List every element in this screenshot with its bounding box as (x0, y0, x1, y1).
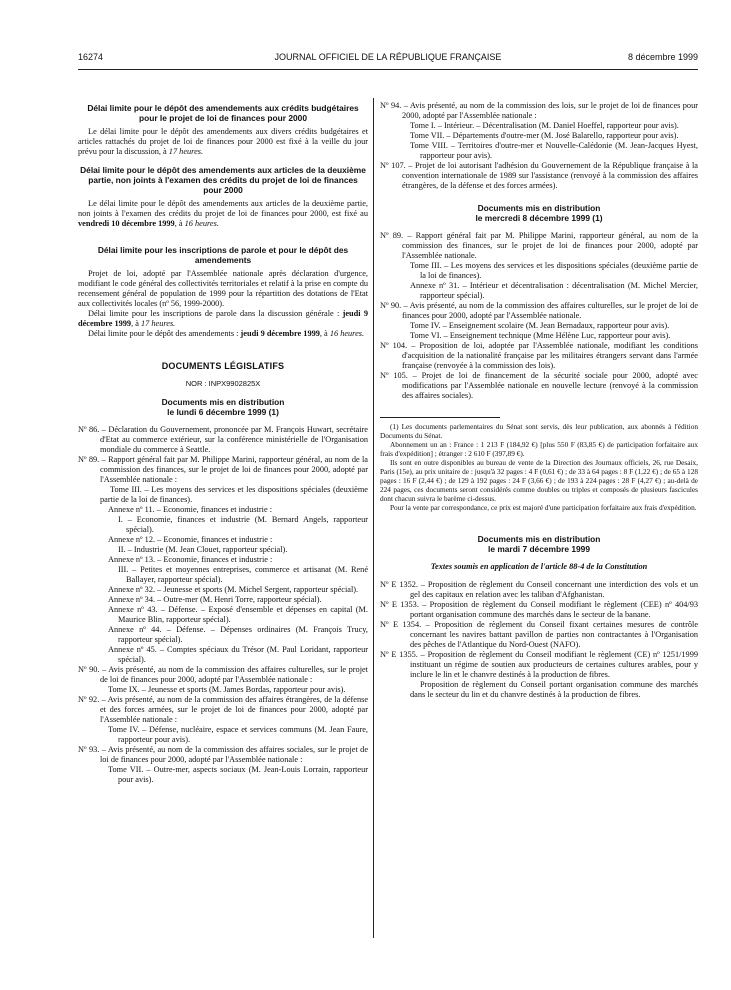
tome-line: Tome IX. – Jeunesse et sports (M. James Bordas, rapporteur pour avis). (108, 685, 346, 694)
section-title: Délai limite pour les inscriptions de parole et pour le dépôt des amendements (97, 245, 349, 265)
document-item: Nº 90. – Avis présenté, au nom de la commission des affaires culturelles, sur le projet de loi de finances pour 2000, adopté par l'Assemblée nationale : (78, 665, 368, 684)
left-column (78, 103, 368, 785)
header-rule (78, 69, 698, 70)
annexe-line: Annexe nº 34. – Outre-mer (M. Henri Torre, rapporteur spécial). (108, 595, 322, 604)
annexe-line: Annexe nº 45. – Comptes spéciaux du Trésor (M. Paul Loridant, rapporteur spécial). (108, 645, 368, 664)
document-item: Nº E 1355. – Proposition de règlement du Conseil modifiant le règlement (CE) nº 1251/1999 instituant un régime de soutien aux producteurs de certaines cultures arables, pour y inclure le lin et le chanvre destinés à la production de fibres. (380, 650, 699, 679)
footnote: Pour la vente par correspondance, ce prix est majoré d'une participation forfaitaire aux frais d'expédition. (390, 503, 697, 512)
docs-title: DOCUMENTS LÉGISLATIFS (161, 361, 285, 371)
document-item: Nº 90. – Avis présenté, au nom de la commission des affaires culturelles, sur le projet de loi de finances pour 2000, adopté par l'Assemblée nationale. (380, 301, 699, 320)
tome-line: Tome III. – Les moyens des services et les dispositions spéciales (deuxième partie de la loi de finances). (410, 261, 698, 280)
document-item: Nº 89. – Rapport général fait par M. Philippe Marini, rapporteur général, au nom de la commission des finances, sur le projet de loi de finances pour 2000, adopté par l'Assemblée nationale : (78, 455, 368, 484)
paragraph: Proposition de règlement du Conseil portant organisation commune des marchés dans le secteur du lin et du chanvre destinés à la production de fibres. (410, 680, 698, 699)
issue-date: 8 décembre 1999 (627, 52, 698, 62)
tome-line: Tome VII. – Départements d'outre-mer (M. José Balarello, rapporteur pour avis). (410, 131, 679, 140)
document-item: Nº 89. – Rapport général fait par M. Philippe Marini, rapporteur général, au nom de la commission des finances, sur le projet de loi de finances pour 2000, adopté par l'Assemblée nationale. (380, 231, 698, 260)
textes-title: Textes soumis en application de l'article 88-4 de la Constitution (430, 562, 648, 571)
paragraph: Le délai limite pour le dépôt des amendements aux divers crédits budgétaires et articles rattachés du projet de loi de finances pour 2000 est fixé à la veille du jour prévu pour la discussion, à 17 heures. (78, 127, 368, 156)
footnote: Abonnement un an : France : 1 213 F (184,92 €) [plus 550 F (83,85 €) de participation forfaitaire aux frais d'expédition] ; étranger : 2 610 F (397,89 €). (380, 440, 698, 458)
annexe-line: II. – Industrie (M. Jean Clouet, rapporteur spécial). (118, 545, 288, 554)
annexe-line: Annexe nº 31. – Intérieur et décentralisation : décentralisation (M. Michel Mercier, rapporteur spécial). (410, 281, 698, 300)
distribution-title: Documents mis en distribution (477, 203, 601, 213)
tome-line: Tome VIII. – Territoires d'outre-mer et Nouvelle-Calédonie (M. Jean-Jacques Hyest, rapporteur pour avis). (410, 141, 698, 160)
paragraph: Le délai limite pour le dépôt des amendements aux articles de la deuxième partie, non joints à l'examen des crédits du projet de loi de finances pour 2000, est fixé au vendredi 10 décembre 1999, à 16 heures. (78, 199, 368, 228)
annexe-line: I. – Economie, finances et industrie (M. Bernard Angels, rapporteur spécial). (118, 515, 368, 534)
document-item: Nº E 1352. – Proposition de règlement du Conseil concernant une interdiction des vols et un gel des capitaux en relation avec les taliban d'Afghanistan. (380, 580, 698, 599)
tome-line: Tome III. – Les moyens des services et les dispositions spéciales (deuxième partie de la loi de finances). (100, 485, 368, 504)
right-column (380, 101, 698, 700)
document-item: Nº 86. – Déclaration du Gouvernement, prononcée par M. François Huwart, secrétaire d'Etat au commerce extérieur, sur la conférence ministérielle de l'Organisation mondiale du commerce à Seattle. (78, 425, 368, 454)
paragraph: Délai limite pour le dépôt des amendements : jeudi 9 décembre 1999, à 16 heures. (88, 329, 365, 338)
tome-line: Tome I. – Intérieur. – Décentralisation (M. Daniel Hoeffel, rapporteur pour avis). (410, 121, 679, 130)
annexe-line: Annexe nº 13. – Economie, finances et industrie : (108, 555, 273, 564)
document-item: Nº 92. – Avis présenté, au nom de la commission des affaires étrangères, de la défense et des forces armées, sur le projet de loi de finances pour 2000, adopté par l'Assemblée nationale : (78, 695, 369, 724)
section-title: Délai limite pour le dépôt des amendements aux articles de la deuxième partie, non joints à l'examen des crédits du projet de loi de finances pour 2000 (80, 165, 366, 195)
distribution-date: le mardi 7 décembre 1999 (488, 544, 590, 554)
document-item: Nº 104. – Proposition de loi, adoptée par l'Assemblée nationale, modifiant les conditions d'acquisition de la nationalité française par les militaires étrangers servant dans l'armée française (renvoyée à la commission des lois). (380, 341, 698, 370)
document-item: Nº 94. – Avis présenté, au nom de la commission des lois, sur le projet de loi de finances pour 2000, adopté par l'Assemblée nationale : (380, 101, 698, 120)
tome-line: Tome VI. – Enseignement technique (Mme Hélène Luc, rapporteur pour avis). (410, 331, 671, 340)
annexe-line: III. – Petites et moyennes entreprises, commerce et artisanat (M. René Ballayer, rapporteur spécial). (118, 565, 368, 584)
distribution-title: Documents mis en distribution (477, 534, 601, 544)
document-item: Nº 93. – Avis présenté, au nom de la commission des affaires sociales, sur le projet de loi de finances pour 2000, adopté par l'Assemblée nationale : (78, 745, 369, 764)
column-separator (373, 98, 374, 938)
document-item: Nº E 1353. – Proposition de règlement du Conseil modifiant le règlement (CEE) nº 404/93 portant organisation commune des marchés dans le secteur de la banane. (380, 600, 699, 619)
paragraph: Projet de loi, adopté par l'Assemblée nationale après déclaration d'urgence, modifiant le code général des collectivités territoriales et relatif à la prise en compte du recensement général de population de 1999 pour la répartition des dotations de l'Etat aux collectivités locales (nº 56, 1999-2000). (78, 269, 368, 308)
annexe-line: Annexe nº 12. – Economie, finances et industrie : (108, 535, 273, 544)
document-item: Nº E 1354. – Proposition de règlement du Conseil fixant certaines mesures de contrôle concernant les navires battant pavillon de parties non contractantes à l'Organisation des pêches de l'Atlantique du Nord-Ouest (NAFO). (380, 620, 699, 649)
annexe-line: Annexe nº 43. – Défense. – Exposé d'ensemble et dépenses en capital (M. Maurice Blin, rapporteur spécial). (108, 605, 368, 624)
distribution-title: Documents mis en distribution (161, 397, 285, 407)
journal-title: JOURNAL OFFICIEL DE LA RÉPUBLIQUE FRANÇAISE (274, 52, 502, 62)
document-item: Nº 107. – Projet de loi autorisant l'adhésion du Gouvernement de la République française à la convention internationale de 1989 sur l'assistance (renvoyé à la commission des affaires étrangères, de la défense et des forces armées). (380, 161, 698, 190)
annexe-line: Annexe nº 11. – Economie, finances et industrie : (108, 505, 273, 514)
distribution-date: le mercredi 8 décembre 1999 (1) (475, 213, 603, 223)
distribution-date: le lundi 6 décembre 1999 (1) (167, 407, 279, 417)
section-title: Délai limite pour le dépôt des amendements aux crédits budgétaires pour le projet de loi de finances pour 2000 (87, 103, 359, 123)
annexe-line: Annexe nº 32. – Jeunesse et sports (M. Michel Sergent, rapporteur spécial). (108, 585, 359, 594)
tome-line: Tome IV. – Défense, nucléaire, espace et services communs (M. Jean Faure, rapporteur pour avis). (108, 725, 368, 744)
tome-line: Tome IV. – Enseignement scolaire (M. Jean Bernadaux, rapporteur pour avis). (410, 321, 670, 330)
running-header (78, 52, 698, 66)
paragraph: Délai limite pour les inscriptions de parole dans la discussion générale : jeudi 9 décembre 1999, à 17 heures. (78, 309, 369, 328)
footnote: (1) Les documents parlementaires du Sénat sont servis, dès leur publication, aux abonnés à l'édition Documents du Sénat. (380, 422, 698, 440)
page-number: 16274 (78, 52, 104, 62)
annexe-line: Annexe nº 44. – Défense. – Dépenses ordinaires (M. François Trucy, rapporteur spécial). (108, 625, 368, 644)
document-item: Nº 105. – Projet de loi de financement de la sécurité sociale pour 2000, adopté avec modifications par l'Assemblée nationale en nouvelle lecture (renvoyé à la commission des affaires sociales). (380, 371, 698, 400)
nor-reference: NOR : INPX9902825X (185, 379, 261, 388)
footnote: Ils sont en outre disponibles au bureau de vente de la Direction des Journaux officiels, 26, rue Desaix, Paris (15e), au prix unitaire de : jusqu'à 32 pages : 4 F (0,61 €) ; de 33 à 64 pages : 8 F (1,22 €) ; de 65 à 128 pages : 16 F (2,44 €) ; de 129 à 192 pages : 24 F (3,66 €) ; de 193 à 224 pages : 28 F (4,27 €) ; au-delà de 224 pages, ces documents seront considérés comme doubles ou triples et composés de plusieurs fascicules dont chacun suivra le barème ci-dessus. (380, 458, 698, 503)
tome-line: Tome VII. – Outre-mer, aspects sociaux (M. Jean-Louis Lorrain, rapporteur pour avis). (108, 765, 368, 784)
